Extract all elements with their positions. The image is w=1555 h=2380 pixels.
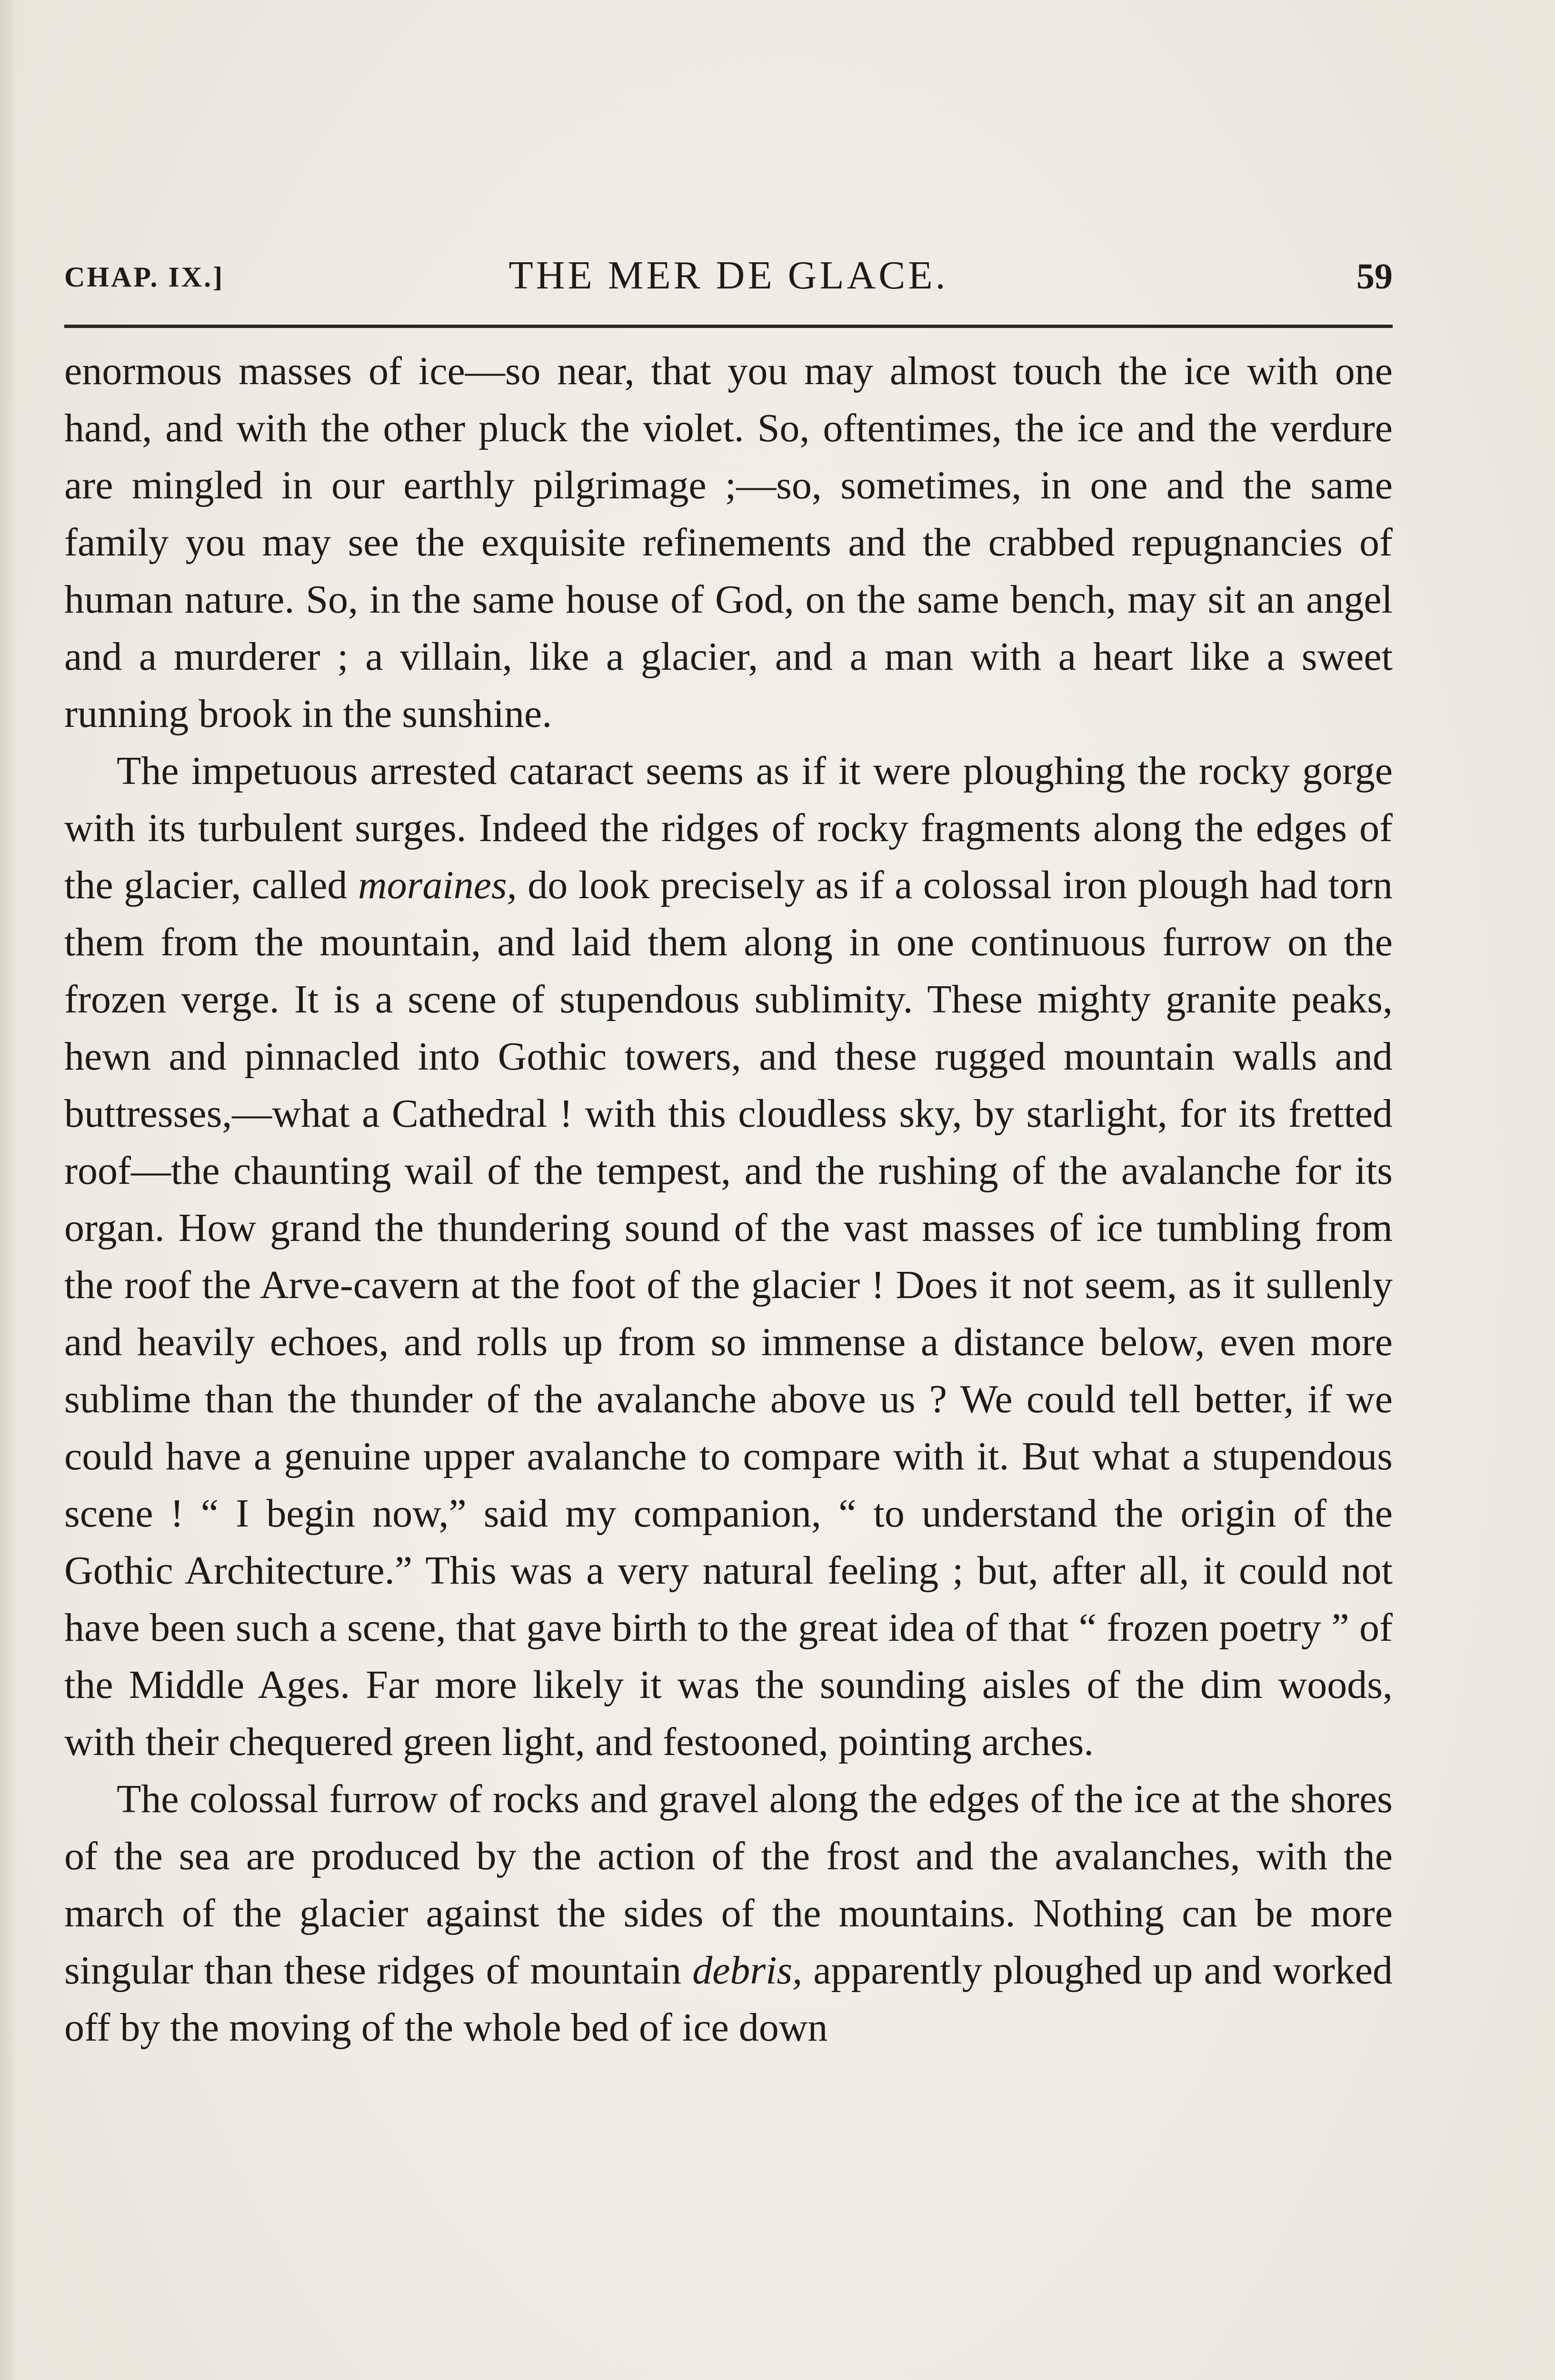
- running-header: [64, 252, 1393, 305]
- chapter-label: CHAP. IX.]: [64, 261, 225, 293]
- paragraph-text: The impetuous arrested cataract seems as if it were ploughing the rocky gorge with its turbulent surges. Indeed the ridges of rocky fragments along the edges of the glacier, called: [64, 749, 1393, 907]
- body-text: [64, 343, 1393, 2056]
- italic-term: moraines,: [358, 863, 517, 907]
- header-rule: [64, 325, 1393, 328]
- paragraph: [64, 343, 1393, 743]
- paragraph-text: apparently ploughed up and worked off by the moving of the whole bed of ice down: [64, 1948, 1393, 2050]
- paragraph: [64, 1771, 1393, 2056]
- italic-term: debris,: [692, 1948, 803, 1993]
- running-title: THE MER DE GLACE.: [508, 253, 948, 298]
- paragraph: [64, 743, 1393, 1771]
- page-spine-shadow: [0, 0, 17, 2380]
- paragraph-text: The colossal furrow of rocks and gravel along the edges of the ice at the shores of the sea are produced by the action of the frost and the avalanches, with the march of the glacier against the sides of the mountains. Nothing can be more singular than these ridges of mountain: [64, 1777, 1393, 1993]
- page-number: 59: [1356, 257, 1393, 297]
- paragraph-text: enormous masses of ice—so near, that you may almost touch the ice with one hand, and with the other pluck the violet. So, oftentimes, the ice and the verdure are mingled in our earthly pilgrimage ;—so, sometimes, in one and the same family you may see the exquisite refinements and the crabbed repugnancies of human nature. So, in the same house of God, on the same bench, may sit an angel and a murderer ; a villain, like a glacier, and a man with a heart like a sweet running brook in the sunshine.: [64, 349, 1393, 736]
- paragraph-text: do look precisely as if a colossal iron plough had torn them from the mountain, and laid them along in one continuous furrow on the frozen verge. It is a scene of stupendous sublimity. These mighty granite peaks, hewn and pinnacled into Gothic towers, and these rugged mountain walls and buttresses,—what a Cathedral ! with this cloudless sky, by starlight, for its fretted roof—the chaunting wail of the tempest, and the rushing of the avalanche for its organ. How grand the thundering sound of the vast masses of ice tumbling from the roof the Arve-cavern at the foot of the glacier ! Does it not seem, as it sullenly and heavily echoes, and rolls up from so immense a distance below, even more sublime than the thunder of the avalanche above us ? We could tell better, if we could have a genuine upper avalanche to compare with it. But what a stupendous scene ! “ I begin now,” said my companion, “ to understand the origin of the Gothic Architecture.” This was a very natural feeling ; but, after all, it could not have been such a scene, that gave birth to the great idea of that “ frozen poetry ” of the Middle Ages. Far more likely it was the sounding aisles of the dim woods, with their chequered green light, and festooned, pointing arches.: [64, 863, 1393, 1764]
